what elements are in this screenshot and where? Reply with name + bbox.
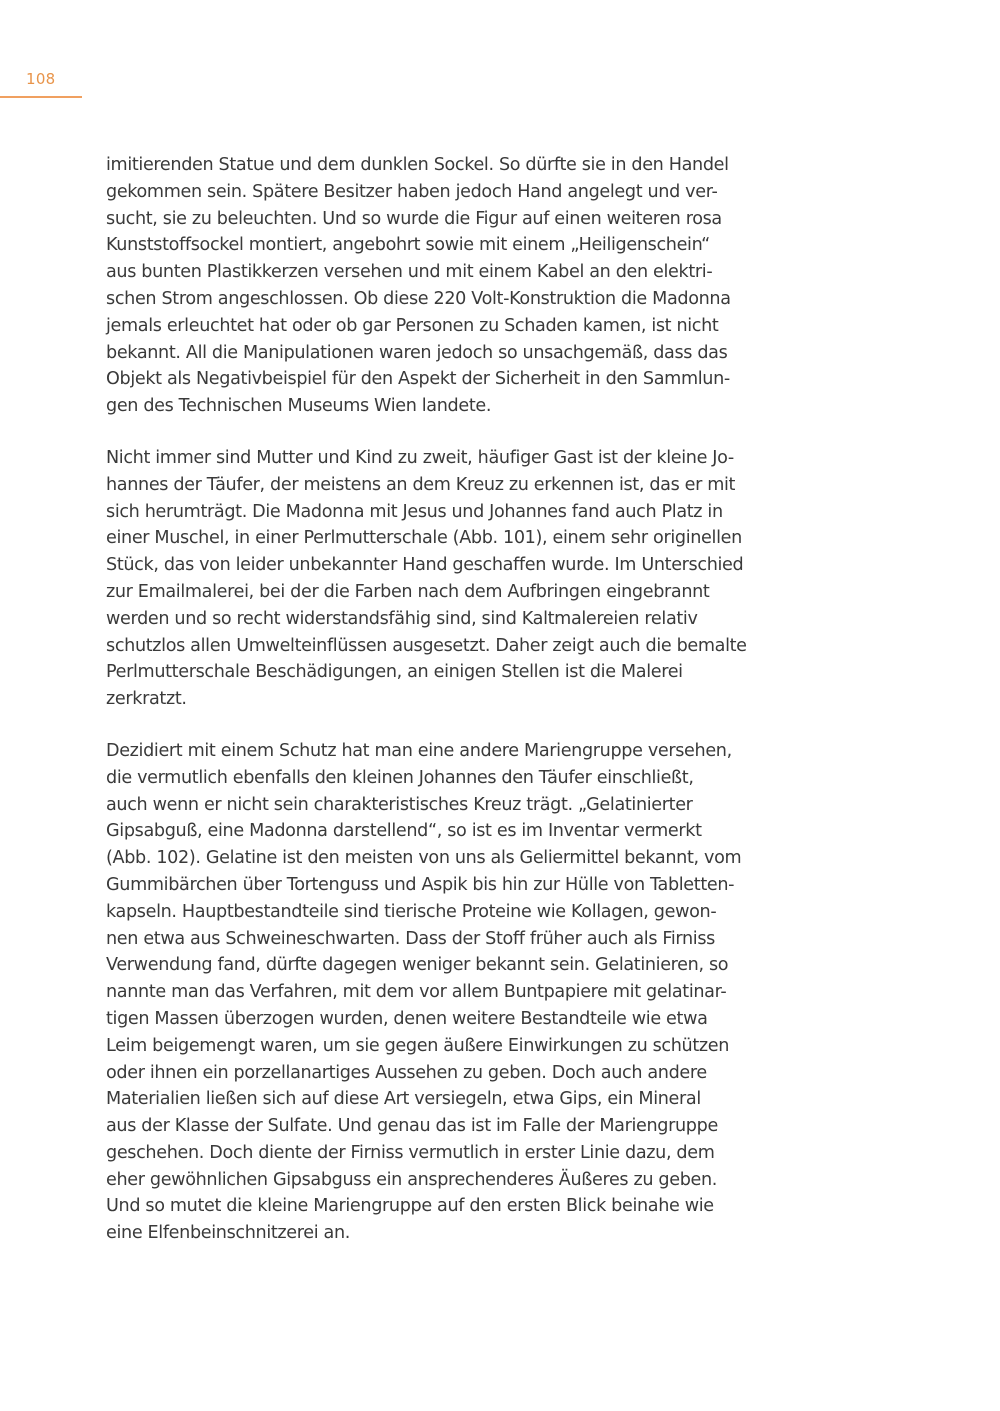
text-line: Perlmutterschale Beschädigungen, an einigen Stellen ist die Malerei: [106, 662, 683, 683]
text-line: eher gewöhnlichen Gipsabguss ein ansprechenderes Äußeres zu geben.: [106, 1169, 718, 1190]
paragraph-3: [106, 738, 771, 1247]
text-line: einer Muschel, in einer Perlmutterschale (Abb. 101), einem sehr originellen: [106, 528, 742, 549]
text-line: Kunststoffsockel montiert, angebohrt sowie mit einem „Heiligenschein“: [106, 235, 710, 256]
text-line: Gipsabguß, eine Madonna darstellend“, so ist es im Inventar vermerkt: [106, 821, 702, 842]
text-line: geschehen. Doch diente der Firniss vermutlich in erster Linie dazu, dem: [106, 1142, 715, 1163]
text-line: werden und so recht widerstandsfähig sind, sind Kaltmalereien relativ: [106, 608, 698, 629]
text-line: Stück, das von leider unbekannter Hand geschaffen wurde. Im Unterschied: [106, 555, 744, 576]
text-line: hannes der Täufer, der meistens an dem Kreuz zu erkennen ist, das er mit: [106, 474, 736, 495]
text-line: schutzlos allen Umwelteinflüssen ausgesetzt. Daher zeigt auch die bemalte: [106, 635, 747, 656]
text-line: Nicht immer sind Mutter und Kind zu zweit, häufiger Gast ist der kleine Jo-: [106, 447, 734, 468]
paragraph-2: [106, 445, 771, 713]
text-line: Leim beigemengt waren, um sie gegen äußere Einwirkungen zu schützen: [106, 1035, 730, 1056]
text-line: nen etwa aus Schweineschwarten. Dass der Stoff früher auch als Firniss: [106, 928, 715, 949]
text-line: Und so mutet die kleine Mariengruppe auf den ersten Blick beinahe wie: [106, 1196, 714, 1217]
text-line: Materialien ließen sich auf diese Art versiegeln, etwa Gips, ein Mineral: [106, 1089, 701, 1110]
text-line: die vermutlich ebenfalls den kleinen Johannes den Täufer einschließt,: [106, 767, 694, 788]
text-line: oder ihnen ein porzellanartiges Aussehen zu geben. Doch auch andere: [106, 1062, 707, 1083]
text-line: tigen Massen überzogen wurden, denen weitere Bestandteile wie etwa: [106, 1008, 708, 1029]
page-number: 108: [26, 70, 56, 88]
text-line: Gummibärchen über Tortenguss und Aspik bis hin zur Hülle von Tabletten-: [106, 874, 735, 895]
text-line: Dezidiert mit einem Schutz hat man eine andere Mariengruppe versehen,: [106, 740, 732, 761]
text-line: eine Elfenbeinschnitzerei an.: [106, 1223, 350, 1244]
text-line: (Abb. 102). Gelatine ist den meisten von uns als Geliermittel bekannt, vom: [106, 848, 742, 869]
text-line: zur Emailmalerei, bei der die Farben nach dem Aufbringen eingebrannt: [106, 581, 710, 602]
text-line: jemals erleuchtet hat oder ob gar Personen zu Schaden kamen, ist nicht: [106, 315, 719, 336]
text-line: auch wenn er nicht sein charakteristisches Kreuz trägt. „Gelatinierter: [106, 794, 693, 815]
text-line: bekannt. All die Manipulationen waren jedoch so unsachgemäß, dass das: [106, 342, 728, 363]
paragraph-1: [106, 152, 771, 420]
text-line: aus bunten Plastikkerzen versehen und mit einem Kabel an den elektri-: [106, 262, 713, 283]
text-line: sich herumträgt. Die Madonna mit Jesus und Johannes fand auch Platz in: [106, 501, 723, 522]
text-line: imitierenden Statue und dem dunklen Sockel. So dürfte sie in den Handel: [106, 155, 729, 175]
text-line: gekommen sein. Spätere Besitzer haben jedoch Hand angelegt und ver-: [106, 181, 718, 202]
text-line: schen Strom angeschlossen. Ob diese 220 Volt-Konstruktion die Madonna: [106, 288, 731, 309]
body-text: [106, 152, 771, 1272]
text-line: zerkratzt.: [106, 689, 187, 710]
text-line: sucht, sie zu beleuchten. Und so wurde die Figur auf einen weiteren rosa: [106, 208, 722, 229]
text-line: gen des Technischen Museums Wien landete.: [106, 396, 492, 417]
text-line: nannte man das Verfahren, mit dem vor allem Buntpapiere mit gelatinar-: [106, 982, 727, 1003]
page-number-rule: [0, 96, 82, 98]
text-line: Verwendung fand, dürfte dagegen weniger bekannt sein. Gelatinieren, so: [106, 955, 729, 976]
text-line: kapseln. Hauptbestandteile sind tierische Proteine wie Kollagen, gewon-: [106, 901, 717, 922]
text-line: Objekt als Negativbeispiel für den Aspekt der Sicherheit in den Sammlun-: [106, 369, 730, 390]
text-line: aus der Klasse der Sulfate. Und genau das ist im Falle der Mariengruppe: [106, 1116, 718, 1137]
